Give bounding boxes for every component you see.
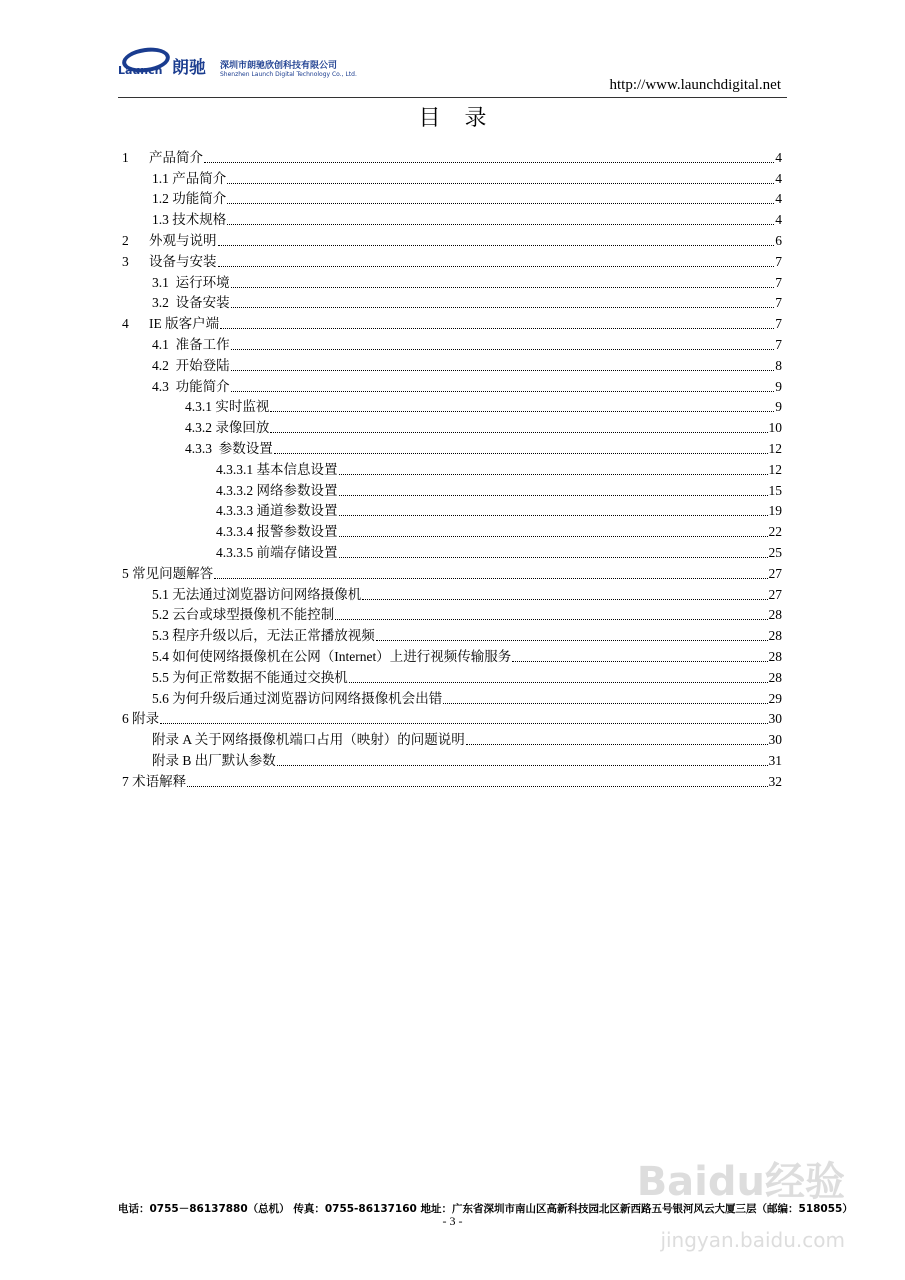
toc-number: 3.1 bbox=[152, 274, 176, 290]
toc-page: 4 bbox=[775, 191, 782, 207]
toc-entry[interactable] bbox=[122, 208, 782, 229]
dot-leader bbox=[218, 266, 775, 267]
dot-leader bbox=[512, 661, 767, 662]
dot-leader bbox=[274, 453, 768, 454]
toc-page: 29 bbox=[768, 690, 782, 706]
dot-leader bbox=[277, 765, 768, 766]
toc-entry[interactable] bbox=[122, 749, 782, 770]
header-divider bbox=[118, 97, 787, 98]
toc-number: 4.3.3.2 bbox=[216, 482, 257, 498]
toc-entry[interactable] bbox=[122, 167, 782, 188]
toc-text: 为何升级后通过浏览器访问网络摄像机会出错 bbox=[172, 690, 443, 706]
toc-entry[interactable] bbox=[122, 562, 782, 583]
toc-number: 6 bbox=[122, 711, 133, 727]
toc-entry[interactable] bbox=[122, 333, 782, 354]
toc-page: 32 bbox=[768, 773, 782, 789]
brand-cn: 朗驰 bbox=[172, 58, 206, 78]
toc-number: 5.2 bbox=[152, 607, 173, 623]
toc-page: 30 bbox=[768, 732, 782, 748]
toc-page: 6 bbox=[775, 232, 782, 248]
toc-text: 常见问题解答 bbox=[132, 565, 214, 581]
toc-page: 27 bbox=[768, 565, 782, 581]
toc-text: 附录 bbox=[132, 711, 160, 727]
toc-number: 4.3.1 bbox=[185, 399, 216, 415]
toc-text: 开始登陆 bbox=[175, 357, 230, 373]
toc-text: 报警参数设置 bbox=[256, 524, 338, 540]
toc-text: 设备安装 bbox=[175, 295, 230, 311]
toc-page: 28 bbox=[768, 648, 782, 664]
company-logo bbox=[118, 48, 357, 78]
footer-contact: 电话：0755－86137880（总机） 传真：0755-86137160 地址：广东省深圳市南山区高新科技园北区新西路五号银河风云大厦三层（邮编：518055） bbox=[118, 1203, 853, 1215]
dot-leader bbox=[204, 162, 774, 163]
toc-entry[interactable] bbox=[122, 520, 782, 541]
toc-text: 如何使网络摄像机在公网（Internet）上进行视频传输服务 bbox=[172, 648, 512, 664]
dot-leader bbox=[362, 599, 767, 600]
toc-entry[interactable] bbox=[122, 458, 782, 479]
toc-number: 1 bbox=[122, 149, 149, 165]
toc-entry[interactable] bbox=[122, 229, 782, 250]
toc-text: 外观与说明 bbox=[149, 232, 217, 248]
toc-text: 无法通过浏览器访问网络摄像机 bbox=[172, 586, 362, 602]
dot-leader bbox=[227, 224, 774, 225]
toc-entry[interactable] bbox=[122, 250, 782, 271]
dot-leader bbox=[231, 370, 775, 371]
toc-text: 功能简介 bbox=[175, 378, 230, 394]
dot-leader bbox=[339, 515, 768, 516]
toc-number: 5.6 bbox=[152, 690, 173, 706]
toc-number: 4.3.3.3 bbox=[216, 503, 257, 519]
toc-entry[interactable] bbox=[122, 687, 782, 708]
toc-page: 19 bbox=[768, 503, 782, 519]
toc-entry[interactable] bbox=[122, 604, 782, 625]
watermark: Baidu经验 bbox=[636, 1159, 845, 1205]
toc-entry[interactable] bbox=[122, 188, 782, 209]
toc-page: 12 bbox=[768, 440, 782, 456]
toc-text: 网络参数设置 bbox=[256, 482, 338, 498]
toc-page: 10 bbox=[768, 420, 782, 436]
toc-entry[interactable] bbox=[122, 770, 782, 791]
toc-entry[interactable] bbox=[122, 666, 782, 687]
toc-number: 1.1 bbox=[152, 170, 173, 186]
launch-logo-icon: Launch bbox=[118, 48, 168, 78]
company-name: 深圳市朗驰欣创科技有限公司 Shenzhen Launch Digital Technology Co., Ltd. bbox=[220, 61, 357, 78]
toc-page: 4 bbox=[775, 170, 782, 186]
toc-page: 7 bbox=[775, 253, 782, 269]
toc-entry[interactable] bbox=[122, 479, 782, 500]
toc-text: 运行环境 bbox=[175, 274, 230, 290]
toc-page: 7 bbox=[775, 316, 782, 332]
toc-page: 7 bbox=[775, 295, 782, 311]
table-of-contents bbox=[122, 146, 782, 791]
toc-page: 7 bbox=[775, 274, 782, 290]
toc-page: 7 bbox=[775, 336, 782, 352]
dot-leader bbox=[218, 245, 775, 246]
toc-page: 31 bbox=[768, 752, 782, 768]
toc-page: 9 bbox=[775, 399, 782, 415]
toc-text: 准备工作 bbox=[175, 336, 230, 352]
dot-leader bbox=[339, 536, 768, 537]
toc-entry[interactable] bbox=[122, 396, 782, 417]
toc-entry[interactable] bbox=[122, 271, 782, 292]
toc-number: 4.3 bbox=[152, 378, 176, 394]
toc-text: 附录 B 出厂默认参数 bbox=[152, 752, 276, 768]
toc-number: 3.2 bbox=[152, 295, 176, 311]
toc-page: 28 bbox=[768, 628, 782, 644]
toc-page: 22 bbox=[768, 524, 782, 540]
toc-number: 1.2 bbox=[152, 191, 173, 207]
dot-leader bbox=[227, 203, 774, 204]
toc-number: 4.3.2 bbox=[185, 420, 216, 436]
dot-leader bbox=[270, 411, 774, 412]
toc-entry[interactable] bbox=[122, 375, 782, 396]
toc-text: 设备与安装 bbox=[149, 253, 217, 269]
dot-leader bbox=[339, 495, 768, 496]
dot-leader bbox=[187, 786, 767, 787]
dot-leader bbox=[339, 557, 768, 558]
dot-leader bbox=[376, 640, 768, 641]
toc-page: 28 bbox=[768, 607, 782, 623]
toc-entry[interactable] bbox=[122, 312, 782, 333]
toc-entry[interactable] bbox=[122, 292, 782, 313]
toc-text: 基本信息设置 bbox=[256, 461, 338, 477]
dot-leader bbox=[231, 287, 775, 288]
toc-number: 4.3.3.4 bbox=[216, 524, 257, 540]
dot-leader bbox=[227, 183, 774, 184]
toc-number: 4 bbox=[122, 316, 149, 332]
page-title: 目录 bbox=[418, 106, 511, 131]
dot-leader bbox=[349, 682, 768, 683]
toc-entry[interactable] bbox=[122, 541, 782, 562]
toc-entry[interactable] bbox=[122, 728, 782, 749]
toc-number: 4.1 bbox=[152, 336, 176, 352]
toc-page: 28 bbox=[768, 669, 782, 685]
toc-text: 前端存储设置 bbox=[256, 544, 338, 560]
toc-number: 5.5 bbox=[152, 669, 173, 685]
toc-text: 参数设置 bbox=[218, 440, 273, 456]
page-number: - 3 - bbox=[442, 1214, 463, 1228]
toc-page: 9 bbox=[775, 378, 782, 394]
header-url: http://www.launchdigital.net bbox=[609, 77, 781, 93]
toc-text: 录像回放 bbox=[215, 420, 270, 436]
toc-entry[interactable] bbox=[122, 624, 782, 645]
toc-text: 通道参数设置 bbox=[256, 503, 338, 519]
dot-leader bbox=[214, 578, 767, 579]
toc-entry[interactable] bbox=[122, 583, 782, 604]
toc-entry[interactable] bbox=[122, 146, 782, 167]
toc-page: 4 bbox=[775, 149, 782, 165]
dot-leader bbox=[231, 349, 775, 350]
toc-number: 4.3.3.1 bbox=[216, 461, 257, 477]
toc-text: 程序升级以后，无法正常播放视频 bbox=[172, 628, 375, 644]
dot-leader bbox=[270, 432, 767, 433]
toc-number: 7 bbox=[122, 773, 133, 789]
toc-number: 2 bbox=[122, 232, 149, 248]
toc-number: 5 bbox=[122, 565, 133, 581]
toc-text: 云台或球型摄像机不能控制 bbox=[172, 607, 335, 623]
toc-page: 30 bbox=[768, 711, 782, 727]
toc-number: 3 bbox=[122, 253, 149, 269]
toc-page: 4 bbox=[775, 212, 782, 228]
toc-entry[interactable] bbox=[122, 354, 782, 375]
toc-page: 27 bbox=[768, 586, 782, 602]
toc-page: 25 bbox=[768, 544, 782, 560]
toc-page: 12 bbox=[768, 461, 782, 477]
toc-text: 术语解释 bbox=[132, 773, 187, 789]
dot-leader bbox=[220, 328, 774, 329]
toc-text: 功能简介 bbox=[172, 191, 227, 207]
dot-leader bbox=[466, 744, 768, 745]
toc-entry[interactable] bbox=[122, 437, 782, 458]
toc-number: 4.3.3 bbox=[185, 440, 219, 456]
toc-entry[interactable] bbox=[122, 645, 782, 666]
toc-text: 附录 A 关于网络摄像机端口占用（映射）的问题说明 bbox=[152, 732, 465, 748]
toc-number: 5.3 bbox=[152, 628, 173, 644]
toc-number: 5.1 bbox=[152, 586, 173, 602]
toc-entry[interactable] bbox=[122, 500, 782, 521]
toc-number: 4.2 bbox=[152, 357, 176, 373]
toc-text: 产品简介 bbox=[149, 149, 203, 165]
toc-text: 技术规格 bbox=[172, 212, 227, 228]
toc-number: 1.3 bbox=[152, 212, 173, 228]
toc-entry[interactable] bbox=[122, 416, 782, 437]
dot-leader bbox=[160, 723, 767, 724]
toc-text: 为何正常数据不能通过交换机 bbox=[172, 669, 348, 685]
dot-leader bbox=[335, 619, 767, 620]
dot-leader bbox=[339, 474, 768, 475]
toc-entry[interactable] bbox=[122, 708, 782, 729]
dot-leader bbox=[231, 391, 775, 392]
toc-text: IE 版客户端 bbox=[149, 316, 220, 332]
toc-page: 8 bbox=[775, 357, 782, 373]
watermark-url: jingyan.baidu.com bbox=[660, 1228, 845, 1252]
toc-text: 产品简介 bbox=[172, 170, 227, 186]
toc-number: 4.3.3.5 bbox=[216, 544, 257, 560]
toc-page: 15 bbox=[768, 482, 782, 498]
dot-leader bbox=[231, 307, 775, 308]
dot-leader bbox=[443, 703, 767, 704]
toc-text: 实时监视 bbox=[215, 399, 270, 415]
toc-number: 5.4 bbox=[152, 648, 173, 664]
